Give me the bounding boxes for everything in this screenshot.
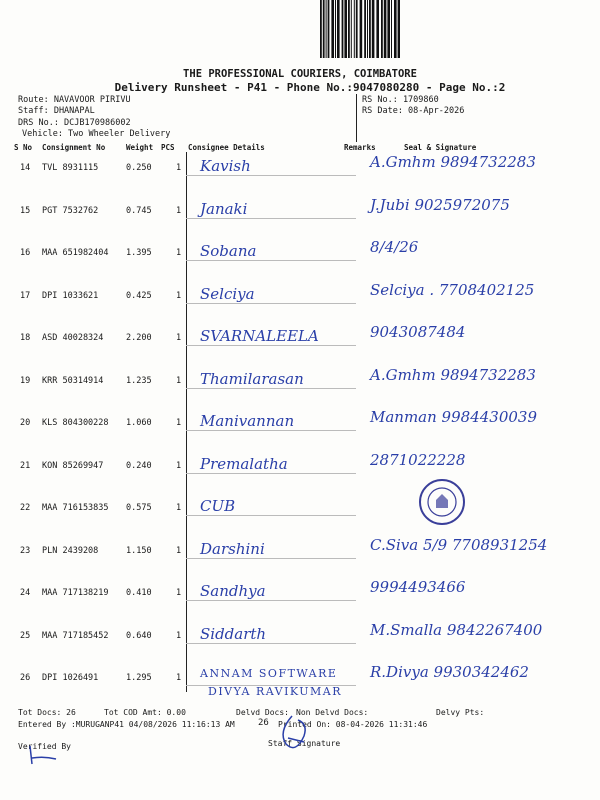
row-pcs: 1 — [176, 588, 182, 598]
barcode-bar — [398, 0, 400, 58]
row-consignee-name: Premalatha — [200, 454, 288, 473]
staff-signature — [274, 714, 314, 760]
row-signature: M.Smalla 9842267400 — [370, 620, 543, 639]
rs-no-label: RS No.: 1709860 — [362, 95, 439, 105]
row-consignee-name: Janaki — [200, 199, 248, 218]
row-underline — [186, 303, 356, 304]
row-pcs: 1 — [176, 418, 182, 428]
col-remarks: Remarks — [344, 143, 376, 152]
company-title: THE PROFESSIONAL COURIERS, COIMBATORE — [183, 68, 417, 80]
barcode-bar — [387, 0, 390, 58]
barcode — [318, 0, 400, 58]
row-signature: 8/4/26 — [370, 238, 419, 256]
table-row — [0, 323, 600, 347]
row-weight: 0.410 — [126, 588, 152, 598]
non-delvd-docs: Non Delvd Docs: — [296, 708, 369, 717]
row-weight: 0.640 — [126, 630, 152, 641]
row-weight: 0.240 — [126, 460, 152, 471]
row-sno: 16 — [20, 248, 31, 258]
delvy-pts: Delvy Pts: — [436, 708, 485, 717]
row-consignment-no: PLN 2439208 — [42, 545, 99, 556]
row-underline — [186, 515, 356, 516]
barcode-bar — [326, 0, 327, 58]
delvd-docs-value: 26 — [258, 718, 269, 728]
barcode-bar — [367, 0, 368, 58]
row-consignee-name: CUB — [200, 497, 236, 515]
row-pcs: 1 — [176, 460, 182, 471]
table-row — [0, 535, 600, 560]
barcode-bar — [381, 0, 383, 58]
row-pcs: 1 — [176, 673, 182, 683]
row-consignee-name: Siddarth — [200, 624, 267, 643]
row-consignee-name: Thamilarasan — [200, 369, 304, 388]
row-underline — [186, 685, 356, 686]
drs-label: DRS No.: DCJB170986002 — [18, 118, 131, 128]
table-row — [0, 408, 600, 432]
row-pcs: 1 — [176, 248, 182, 258]
row-consignee-name: ANNAM SOFTWARE — [200, 667, 338, 680]
row-sno: 18 — [20, 333, 31, 343]
row-signature: A.Gmhm 9894732283 — [370, 153, 536, 171]
row-sno: 17 — [20, 290, 31, 301]
row-consignee-name: Darshini — [200, 539, 265, 558]
row-weight: 0.745 — [126, 205, 152, 216]
entered-by: Entered By :MURUGANP41 04/08/2026 11:16:13 AM — [18, 720, 235, 729]
bank-seal-stamp — [418, 478, 466, 526]
row-pcs: 1 — [176, 163, 182, 173]
col-weight: Weight — [126, 143, 154, 152]
barcode-bar — [394, 0, 397, 58]
row-consignment-no: KLS 804300228 — [42, 418, 109, 428]
row-sno: 14 — [20, 163, 31, 173]
row-underline — [186, 218, 356, 219]
table-row — [0, 280, 600, 305]
barcode-bar — [351, 0, 352, 58]
row-signature: 2871022228 — [370, 450, 466, 469]
row-signature: A.Gmhm 9894732283 — [370, 365, 536, 384]
row-consignee-name: Kavish — [200, 157, 251, 175]
row-weight: 1.060 — [126, 418, 152, 428]
col-sno: S No — [14, 143, 33, 152]
table-row — [0, 497, 600, 517]
barcode-bar — [360, 0, 363, 58]
row-consignee-name: Sandhya — [200, 582, 266, 600]
table-row — [0, 195, 600, 220]
row-consignment-no: PGT 7532762 — [42, 205, 99, 216]
row-underline — [186, 388, 356, 389]
tot-docs: Tot Docs: 26 — [18, 708, 76, 717]
row-pcs: 1 — [176, 545, 182, 556]
row-pcs: 1 — [176, 290, 182, 301]
staff-signature-label: Staff Signature — [268, 739, 341, 748]
row-underline — [186, 175, 356, 176]
barcode-bar — [372, 0, 375, 58]
row-consignee-name: SVARNALEELA — [200, 327, 319, 345]
row-pcs: 1 — [176, 630, 182, 641]
vehicle-label: Vehicle: Two Wheeler Delivery — [22, 129, 171, 139]
barcode-bar — [354, 0, 355, 58]
runsheet-title: Delivery Runsheet - P41 - Phone No.:9047080280 - Page No.:2 — [114, 81, 506, 94]
table-row — [0, 578, 600, 602]
row-signature: Manman 9984430039 — [370, 408, 537, 426]
row-underline — [186, 260, 356, 261]
barcode-bar — [335, 0, 336, 58]
route-label: Route: NAVAVOOR PIRIVU — [18, 95, 131, 105]
row-sno: 22 — [20, 503, 31, 513]
row-signature: C.Siva 5/9 7708931254 — [370, 535, 548, 554]
row-underline — [186, 600, 356, 601]
row-consignment-no: DPI 1033621 — [42, 290, 99, 301]
row-weight: 1.295 — [126, 673, 152, 683]
verified-by: Verified By — [18, 742, 71, 751]
barcode-bar — [376, 0, 379, 58]
col-consignee: Consignee Details — [188, 143, 265, 152]
row-consignment-no: MAA 717185452 — [42, 630, 109, 641]
barcode-bar — [369, 0, 371, 58]
barcode-bar — [328, 0, 330, 58]
row-sno: 25 — [20, 630, 31, 641]
rs-date-label: RS Date: 08-Apr-2026 — [362, 106, 465, 116]
row-consignee-name: Selciya — [200, 284, 255, 303]
barcode-bar — [348, 0, 350, 58]
row-sno: 21 — [20, 460, 31, 471]
row-weight: 0.425 — [126, 290, 152, 301]
barcode-bar — [342, 0, 344, 58]
row-consignment-no: KRR 50314914 — [42, 375, 104, 386]
row-underline — [186, 430, 356, 431]
staff-label: Staff: DHANAPAL — [18, 106, 95, 116]
row-consignment-no: KON 85269947 — [42, 460, 104, 471]
row-underline — [186, 473, 356, 474]
row-weight: 2.200 — [126, 333, 152, 343]
row-consignment-no: MAA 651982404 — [42, 248, 109, 258]
row-pcs: 1 — [176, 333, 182, 343]
col-seal: Seal & Signature — [404, 143, 477, 152]
row-weight: 1.395 — [126, 248, 152, 258]
header-divider — [356, 94, 357, 142]
row-weight: 0.250 — [126, 163, 152, 173]
table-row — [0, 238, 600, 262]
table-row — [0, 450, 600, 475]
row-consignee-name-2: DIVYA RAVIKUMAR — [208, 685, 343, 698]
table-row — [0, 153, 600, 177]
row-underline — [186, 558, 356, 559]
printed-on: Printed On: 08-04-2026 11:31:46 — [278, 720, 428, 729]
table-row — [0, 663, 600, 698]
row-consignment-no: MAA 716153835 — [42, 503, 109, 513]
row-sno: 19 — [20, 375, 31, 386]
row-sno: 20 — [20, 418, 31, 428]
row-sno: 15 — [20, 205, 31, 216]
row-sno: 23 — [20, 545, 31, 556]
barcode-bar — [337, 0, 340, 58]
row-underline — [186, 345, 356, 346]
barcode-bar — [364, 0, 366, 58]
row-weight: 1.150 — [126, 545, 152, 556]
row-weight: 1.235 — [126, 375, 152, 386]
row-consignment-no: TVL 8931115 — [42, 163, 99, 173]
row-consignment-no: MAA 717138219 — [42, 588, 109, 598]
row-consignment-no: ASD 40028324 — [42, 333, 104, 343]
row-sno: 26 — [20, 673, 31, 683]
barcode-bar — [331, 0, 334, 58]
tot-cod: Tot COD Amt: 0.00 — [104, 708, 186, 717]
row-sno: 24 — [20, 588, 31, 598]
delvd-docs: Delvd Docs: — [236, 708, 289, 717]
col-consignment: Consignment No — [42, 143, 106, 152]
row-signature: J.Jubi 9025972075 — [370, 195, 510, 214]
barcode-bar — [384, 0, 387, 58]
row-pcs: 1 — [176, 375, 182, 386]
row-pcs: 1 — [176, 205, 182, 216]
barcode-bar — [391, 0, 392, 58]
table-row — [0, 620, 600, 645]
col-pcs: PCS — [161, 143, 175, 152]
row-signature: 9994493466 — [370, 578, 466, 596]
barcode-bar — [356, 0, 358, 58]
row-weight: 0.575 — [126, 503, 152, 513]
row-signature: Selciya . 7708402125 — [370, 280, 535, 299]
row-signature: R.Divya 9930342462 — [370, 663, 529, 681]
barcode-bar — [344, 0, 347, 58]
row-consignee-name: Manivannan — [200, 412, 295, 430]
row-signature: 9043087484 — [370, 323, 466, 341]
barcode-bar — [323, 0, 325, 58]
row-pcs: 1 — [176, 503, 182, 513]
verifier-signature — [20, 744, 80, 768]
table-row — [0, 365, 600, 390]
row-underline — [186, 643, 356, 644]
row-consignee-name: Sobana — [200, 242, 257, 260]
row-consignment-no: DPI 1026491 — [42, 673, 99, 683]
barcode-bar — [320, 0, 322, 58]
